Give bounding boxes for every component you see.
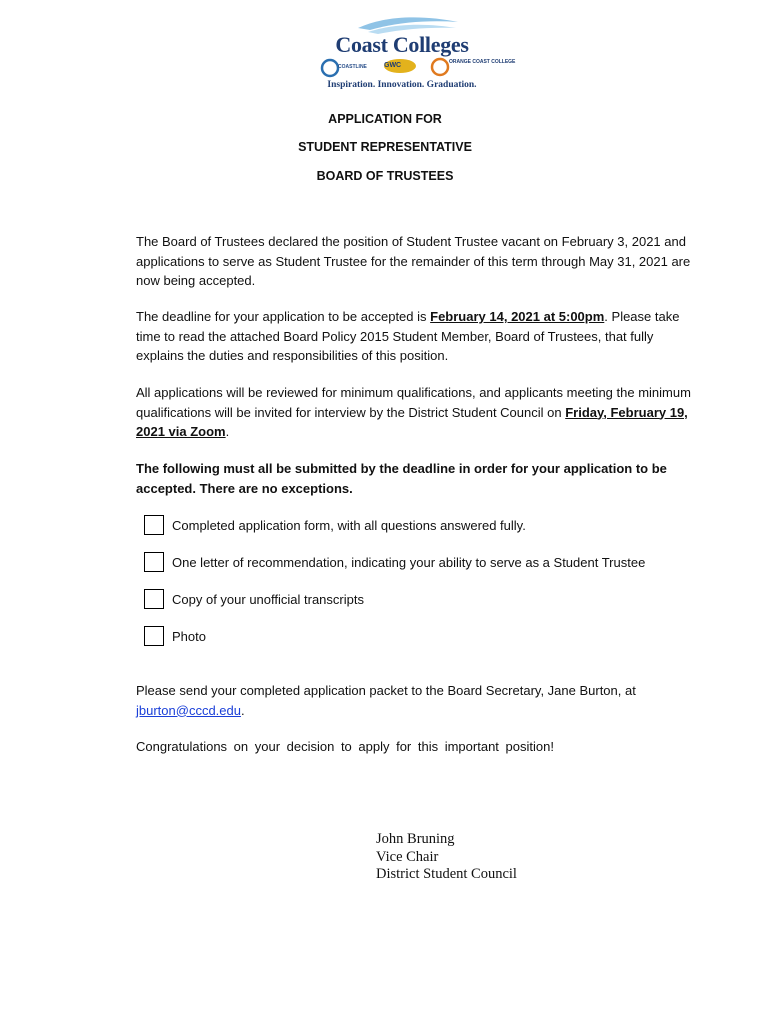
checklist-item[interactable] [144,587,364,611]
deadline-date: February 14, 2021 at 5:00pm [430,309,605,324]
checklist-item[interactable] [144,624,206,648]
checkbox[interactable] [144,552,164,572]
email-link[interactable]: jburton@cccd.edu [136,702,241,718]
signature-org: District Student Council [376,866,517,882]
checkbox[interactable] [144,515,164,535]
checklist-label: Completed application form, with all questions answered fully. [172,517,526,533]
signature-block [376,831,517,884]
deadline-text: The deadline for your application to be accepted is [136,309,431,324]
checklist-label: Copy of your unofficial transcripts [172,591,364,607]
gwc-label: GWC [384,62,402,69]
signature-name: John Bruning [376,831,455,847]
send-text: Please send your completed application packet to the Board Secretary, Jane Burton, at [136,683,636,698]
coastline-emblem-icon [322,60,338,76]
occ-label: ORANGE COAST COLLEGE [449,59,516,65]
deadline-text-after: . Please take time to read the attached Board Policy 2015 Student Member, Board of Trustees, that fully explains the duties and responsibilities of this position. [136,309,680,363]
interview-date: Friday, February 19, 2021 via Zoom [136,404,688,439]
send-text-after: . [240,702,245,718]
logo-title: Coast Colleges [335,32,469,57]
logo-tagline: Inspiration. Innovation. Graduation. [327,80,477,90]
checklist-item[interactable] [144,513,526,537]
coast-colleges-logo [318,14,516,94]
review-text-after: . [225,424,230,439]
heading-board-of-trustees: BOARD OF TRUSTEES [316,169,454,183]
checkbox[interactable] [144,589,164,609]
congrats-paragraph: Congratulations on your decision to apply for this important position! [136,739,554,754]
coastline-label: COASTLINE [338,64,367,70]
review-paragraph [136,383,696,442]
deadline-paragraph [136,307,696,366]
occ-emblem-icon [432,59,448,75]
send-paragraph [136,681,696,720]
checkbox[interactable] [144,626,164,646]
heading-student-representative: STUDENT REPRESENTATIVE [298,140,472,154]
checklist-label: One letter of recommendation, indicating your ability to serve as a Student Trustee [172,554,646,570]
review-text: All applications will be reviewed for minimum qualifications, and applicants meeting the minimum qualifications will be invited for interview by the District Student Council on [136,385,691,420]
signature-title: Vice Chair [376,848,439,865]
intro-paragraph: The Board of Trustees declared the position of Student Trustee vacant on February 3, 2021 and applications to serve as Student Trustee for the remainder of this term through May 31, 2021 are now being accepted. [136,234,691,288]
heading-application-for: APPLICATION FOR [328,112,442,126]
checklist-item[interactable] [144,550,645,574]
checklist-label: Photo [172,628,206,644]
requirement-paragraph: The following must all be submitted by the deadline in order for your application to be accepted. There are no exceptions. [136,461,667,496]
